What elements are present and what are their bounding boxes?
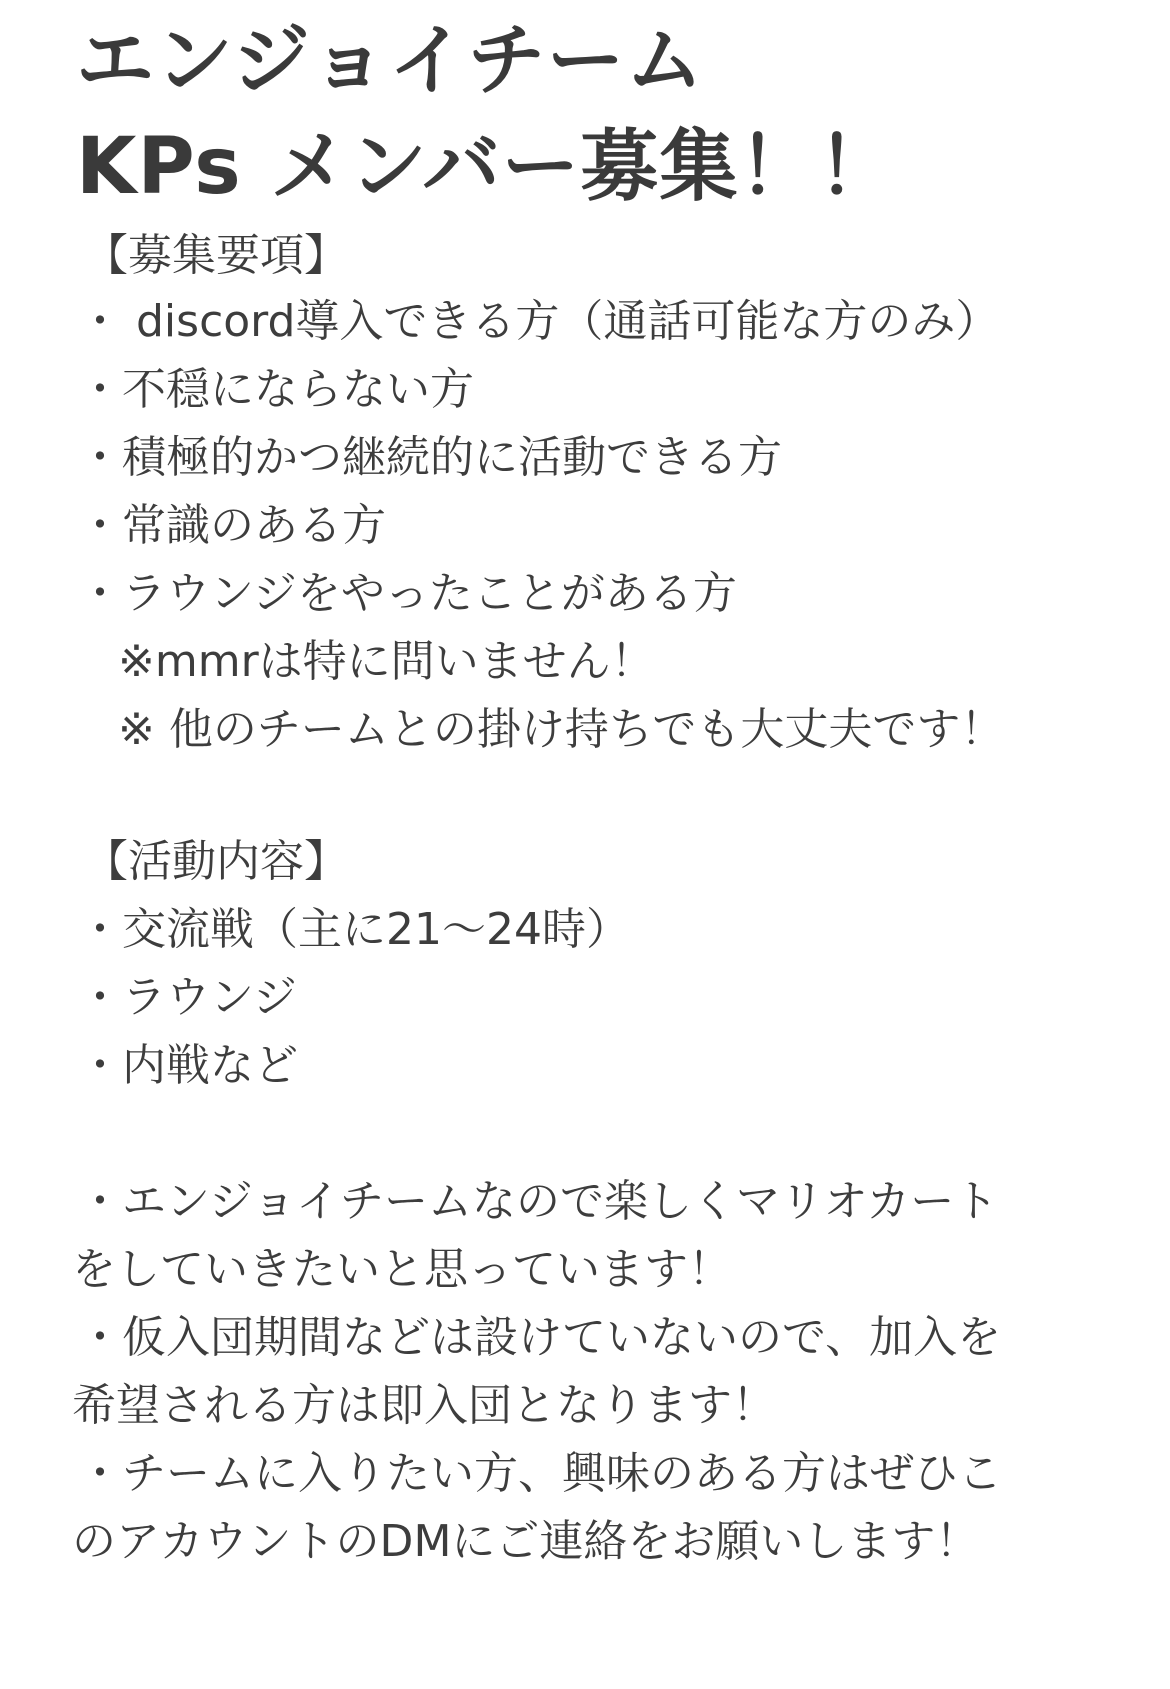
requirement-item: ・不穏にならない方 (78, 364, 474, 415)
message-line: をしていきたいと思っています！ (72, 1244, 732, 1295)
message-line: ・仮入団期間などは設けていないので、加入を (78, 1312, 1002, 1363)
requirements-heading: 【募集要項】 (84, 230, 348, 281)
requirement-item: ・ discord導入できる方（通話可能な方のみ） (78, 296, 1000, 347)
title-line-2: KPs メンバー募集！！ (76, 122, 897, 212)
activities-heading: 【活動内容】 (84, 836, 348, 887)
activity-item: ・ラウンジ (78, 972, 297, 1023)
requirement-item: ・ラウンジをやったことがある方 (78, 568, 737, 619)
requirement-item: ・積極的かつ継続的に活動できる方 (78, 432, 782, 483)
message-line: のアカウントのDMにご連絡をお願いします！ (72, 1516, 980, 1567)
message-line: ・チームに入りたい方、興味のある方はぜひこ (78, 1448, 1002, 1499)
activity-item: ・内戦など (78, 1040, 298, 1091)
message-line: ・エンジョイチームなので楽しくマリオカート (78, 1176, 999, 1227)
requirement-item: ・常識のある方 (78, 500, 386, 551)
message-line: 希望される方は即入団となります！ (72, 1380, 776, 1431)
activity-item: ・交流戦（主に21～24時） (78, 904, 630, 955)
title-line-1: エンジョイチーム (76, 16, 705, 106)
requirement-note: ※mmrは特に問いません！ (118, 636, 655, 687)
requirement-note: ※ 他のチームとの掛け持ちでも大丈夫です！ (118, 704, 1005, 755)
